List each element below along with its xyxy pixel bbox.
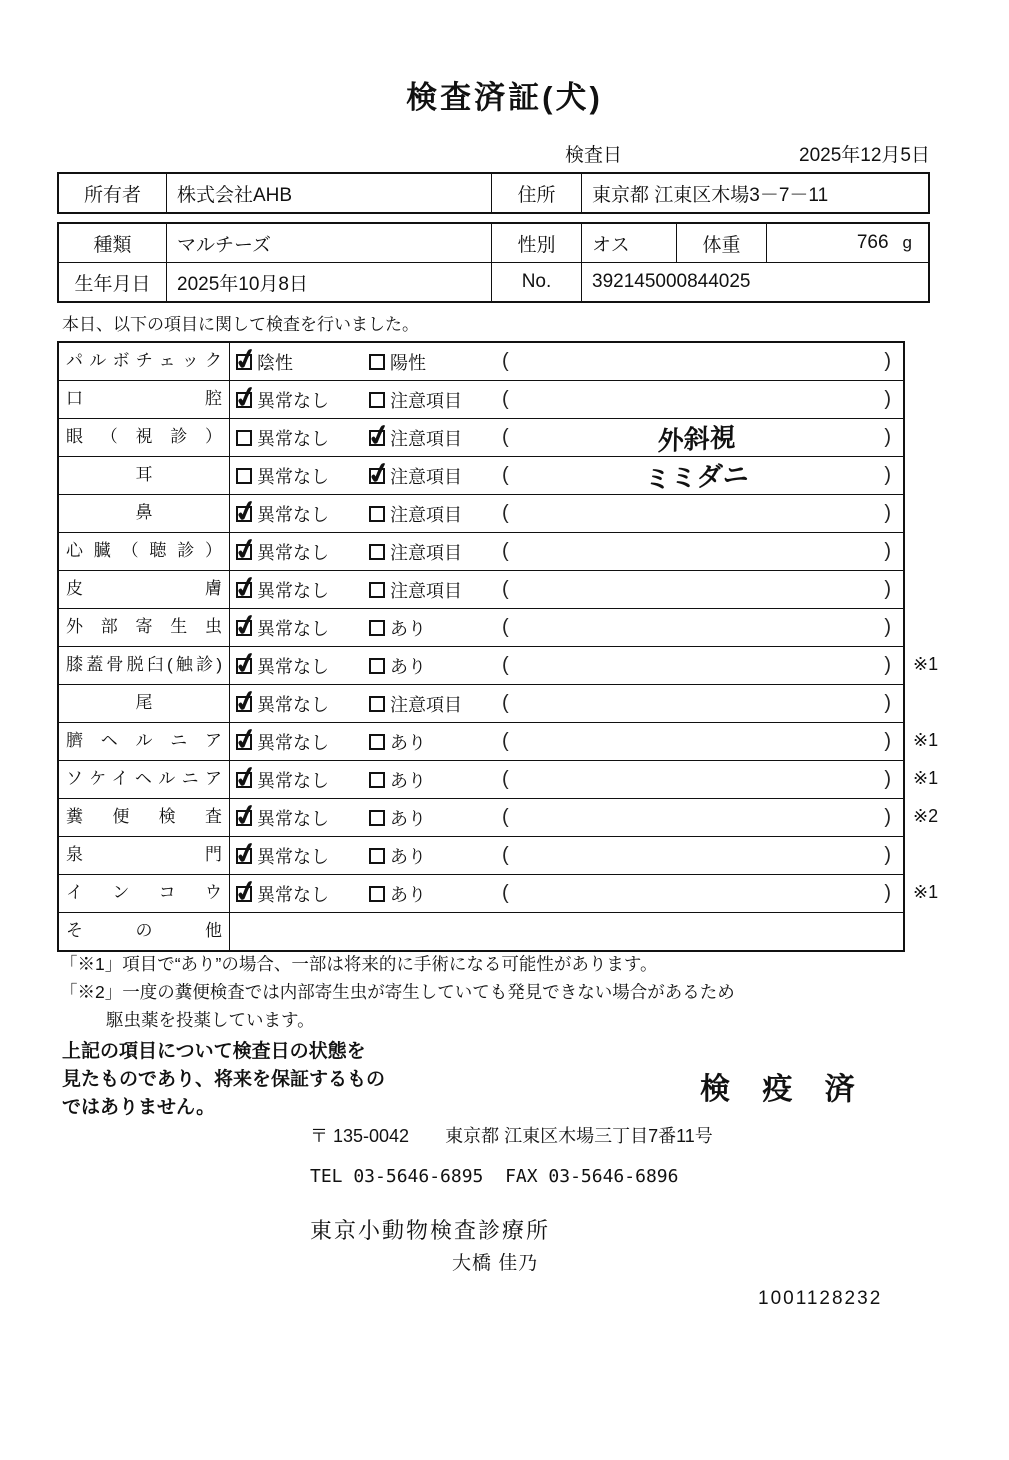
paren-close: ): [884, 692, 891, 714]
checkbox: [236, 582, 252, 598]
option-label: あり: [390, 770, 426, 791]
checklist-row-patella: [59, 646, 939, 684]
paren-close: ): [884, 350, 891, 372]
item-label: ソケイヘルニア: [59, 761, 230, 798]
checkbox: [369, 772, 385, 788]
option-present: [369, 843, 502, 869]
checkbox: [369, 582, 385, 598]
sex-label: 性別: [492, 224, 582, 262]
paren-close: ): [884, 426, 891, 448]
breed-row: [59, 224, 928, 262]
item-label: 眼（視診）: [59, 419, 230, 456]
option-caution: [369, 691, 502, 717]
item-label: 心臓（聴診）: [59, 533, 230, 570]
checkbox: [369, 392, 385, 408]
paren-open: (: [502, 502, 509, 524]
option-label: 異常なし: [257, 390, 329, 411]
option-label: 異常なし: [257, 466, 329, 487]
address-value: 東京都 江東区木場3－7－11: [592, 184, 829, 206]
option-label: 注意項目: [390, 580, 462, 601]
checklist-row-nose: [59, 494, 903, 532]
checklist-row-skin: [59, 570, 903, 608]
item-label: その他: [59, 913, 230, 950]
paren-open: (: [502, 426, 509, 448]
checkbox: [236, 430, 252, 446]
option-label: あり: [390, 808, 426, 829]
paren-open: (: [502, 844, 509, 866]
option-label: 異常なし: [257, 618, 329, 639]
checklist-row-fecal-exam: [59, 798, 939, 836]
option-normal: [236, 881, 369, 907]
checkbox: [369, 430, 385, 446]
paren-close: ): [884, 464, 891, 486]
item-label: 糞便検査: [59, 799, 230, 836]
checkbox: [236, 392, 252, 408]
option-negative: [236, 349, 369, 375]
quarantine-stamp: 検 疫 済: [700, 1073, 867, 1106]
option-caution: [369, 387, 502, 413]
paren-open: (: [502, 616, 509, 638]
owner-label: 所有者: [59, 174, 167, 212]
option-caution: [369, 463, 502, 489]
disclaimer-line1: 上記の項目について検査日の状態を: [62, 1041, 366, 1062]
number-value: 392145000844025: [592, 271, 751, 292]
checklist-row-other: [59, 912, 903, 950]
item-label: 耳: [59, 457, 230, 494]
item-label: 膝蓋骨脱臼(触診): [59, 647, 230, 684]
paren-close: ): [884, 654, 891, 676]
paren-open: (: [502, 350, 509, 372]
option-present: [369, 805, 502, 831]
weight-number: 766: [856, 232, 889, 253]
paren-close: ): [884, 616, 891, 638]
paren-open: (: [502, 578, 509, 600]
checkbox: [236, 772, 252, 788]
option-normal: [236, 843, 369, 869]
option-label: 陽性: [390, 352, 426, 373]
option-normal: [236, 691, 369, 717]
other-empty-cell: [230, 913, 903, 950]
option-label: 異常なし: [257, 732, 329, 753]
option-label: あり: [390, 732, 426, 753]
checklist-table: [57, 341, 939, 952]
option-normal: [236, 539, 369, 565]
option-normal: [236, 615, 369, 641]
option-caution: [369, 577, 502, 603]
paren-open: (: [502, 692, 509, 714]
option-label: 異常なし: [257, 428, 329, 449]
option-caution: [369, 501, 502, 527]
footnote-mark: ※1: [913, 882, 939, 902]
option-normal: [236, 501, 369, 527]
option-label: 異常なし: [257, 884, 329, 905]
checkbox: [369, 734, 385, 750]
paren-open: (: [502, 882, 509, 904]
owner-table: [57, 172, 930, 214]
item-label: 皮膚: [59, 571, 230, 608]
checklist-row-inkou: [59, 874, 939, 912]
option-label: 異常なし: [257, 770, 329, 791]
option-label: 注意項目: [390, 504, 462, 525]
paren-close: ): [884, 882, 891, 904]
footnote-2-line2: 駆虫薬を投薬しています。: [106, 1010, 315, 1030]
paren-open: (: [502, 768, 509, 790]
checkbox: [369, 658, 385, 674]
birthdate-label: 生年月日: [59, 263, 167, 301]
option-present: [369, 729, 502, 755]
checklist-row-inguinal-hernia: [59, 760, 939, 798]
option-normal: [236, 729, 369, 755]
paren-close: ): [884, 388, 891, 410]
option-present: [369, 653, 502, 679]
checkbox: [236, 734, 252, 750]
item-label: 臍ヘルニア: [59, 723, 230, 760]
checkbox: [369, 696, 385, 712]
breed-label: 種類: [59, 224, 167, 262]
option-positive: [369, 349, 502, 375]
footnote-mark: ※1: [913, 654, 939, 674]
owner-value: 株式会社AHB: [167, 174, 492, 212]
paren-open: (: [502, 464, 509, 486]
checklist-intro: 本日、以下の項目に関して検査を行いました。: [62, 315, 419, 334]
option-label: 異常なし: [257, 542, 329, 563]
option-label: 異常なし: [257, 694, 329, 715]
option-label: あり: [390, 846, 426, 867]
checkbox: [369, 848, 385, 864]
disclaimer-line2: 見たものであり、将来を保証するもの: [62, 1069, 386, 1090]
checkbox: [236, 506, 252, 522]
footnote-1: 「※1」項目で“あり”の場合、一部は将来的に手術になる可能性があります。: [60, 954, 658, 974]
option-caution: [369, 425, 502, 451]
address-label: 住所: [492, 174, 582, 212]
paren-close: ): [884, 578, 891, 600]
clinic-name: 東京小動物検査診療所: [310, 1218, 551, 1243]
handwritten-comment: ミミダニ: [644, 459, 749, 495]
checkbox: [236, 696, 252, 712]
owner-row: [59, 174, 928, 212]
postal-address: 〒 135-0042 東京都 江東区木場三丁目7番11号: [310, 1126, 713, 1146]
disclaimer-line3: ではありません。: [62, 1097, 216, 1118]
option-normal: [236, 767, 369, 793]
checkbox: [236, 658, 252, 674]
option-normal: [236, 653, 369, 679]
inspection-date-row: [57, 140, 930, 167]
checklist-row-ears: [59, 456, 903, 494]
option-label: 注意項目: [390, 542, 462, 563]
option-label: 注意項目: [390, 694, 462, 715]
paren-open: (: [502, 654, 509, 676]
birth-row: [59, 262, 928, 301]
paren-open: (: [502, 540, 509, 562]
option-label: あり: [390, 656, 426, 677]
sex-value: オス: [582, 224, 677, 262]
footnote-mark: ※1: [913, 730, 939, 750]
item-label: 尾: [59, 685, 230, 722]
checkbox: [369, 468, 385, 484]
option-present: [369, 615, 502, 641]
checklist-row-mouth: [59, 380, 903, 418]
checkbox: [369, 810, 385, 826]
checkbox: [236, 620, 252, 636]
option-label: 異常なし: [257, 656, 329, 677]
checklist-row-parasites: [59, 608, 903, 646]
option-label: あり: [390, 884, 426, 905]
checklist-row-umbilical-hernia: [59, 722, 939, 760]
examiner-name: 大橋 佳乃: [452, 1253, 539, 1274]
handwritten-comment: 外斜視: [657, 421, 736, 457]
option-label: 異常なし: [257, 808, 329, 829]
checkbox: [236, 468, 252, 484]
option-normal: [236, 387, 369, 413]
paren-close: ): [884, 806, 891, 828]
paren-close: ): [884, 844, 891, 866]
option-label: 陰性: [257, 352, 293, 373]
pet-info-table: [57, 222, 930, 303]
footnote-2-line1: 「※2」一度の糞便検査では内部寄生虫が寄生していても発見できない場合があるため: [60, 982, 735, 1002]
checkbox: [369, 354, 385, 370]
document-title: 検査済証(犬): [406, 80, 603, 115]
paren-close: ): [884, 502, 891, 524]
item-label: 口腔: [59, 381, 230, 418]
checklist-row-fontanelle: [59, 836, 903, 874]
inspection-date-label: 検査日: [565, 145, 623, 166]
option-caution: [369, 539, 502, 565]
footnotes: [60, 950, 735, 1034]
item-label: 鼻: [59, 495, 230, 532]
checkbox: [369, 544, 385, 560]
option-label: 異常なし: [257, 580, 329, 601]
option-present: [369, 767, 502, 793]
weight-unit: g: [902, 233, 912, 252]
disclaimer: [62, 1038, 385, 1122]
paren-open: (: [502, 806, 509, 828]
option-label: 注意項目: [390, 466, 462, 487]
checkbox: [369, 506, 385, 522]
paren-open: (: [502, 730, 509, 752]
footnote-mark: ※2: [913, 806, 939, 826]
item-label: 外部寄生虫: [59, 609, 230, 646]
paren-open: (: [502, 388, 509, 410]
option-present: [369, 881, 502, 907]
inspection-date-value: 2025年12月5日: [799, 145, 930, 166]
option-normal: [236, 463, 369, 489]
option-label: 注意項目: [390, 428, 462, 449]
checkbox: [236, 886, 252, 902]
paren-close: ): [884, 768, 891, 790]
serial-number: 1001128232: [758, 1288, 883, 1309]
checklist-row-heart: [59, 532, 903, 570]
item-label: インコウ: [59, 875, 230, 912]
option-normal: [236, 805, 369, 831]
checklist-row-parvo: [59, 343, 903, 380]
weight-value: [767, 224, 928, 262]
item-label: 泉門: [59, 837, 230, 874]
checkbox: [236, 354, 252, 370]
checklist-row-tail: [59, 684, 903, 722]
option-normal: [236, 425, 369, 451]
weight-label: 体重: [677, 224, 767, 262]
checkbox: [236, 848, 252, 864]
option-label: あり: [390, 618, 426, 639]
option-label: 異常なし: [257, 504, 329, 525]
number-label: No.: [492, 263, 582, 301]
item-label: パルボチェック: [59, 343, 230, 380]
checkbox: [236, 810, 252, 826]
checkbox: [369, 620, 385, 636]
checkbox: [369, 886, 385, 902]
option-label: 異常なし: [257, 846, 329, 867]
footnote-mark: ※1: [913, 768, 939, 788]
option-normal: [236, 577, 369, 603]
breed-value: マルチーズ: [167, 224, 492, 262]
option-label: 注意項目: [390, 390, 462, 411]
checklist-row-eyes: [59, 418, 903, 456]
phone-fax: TEL 03-5646-6895 FAX 03-5646-6896: [310, 1166, 679, 1187]
checkbox: [236, 544, 252, 560]
paren-close: ): [884, 730, 891, 752]
paren-close: ): [884, 540, 891, 562]
birthdate-value: 2025年10月8日: [167, 263, 492, 301]
